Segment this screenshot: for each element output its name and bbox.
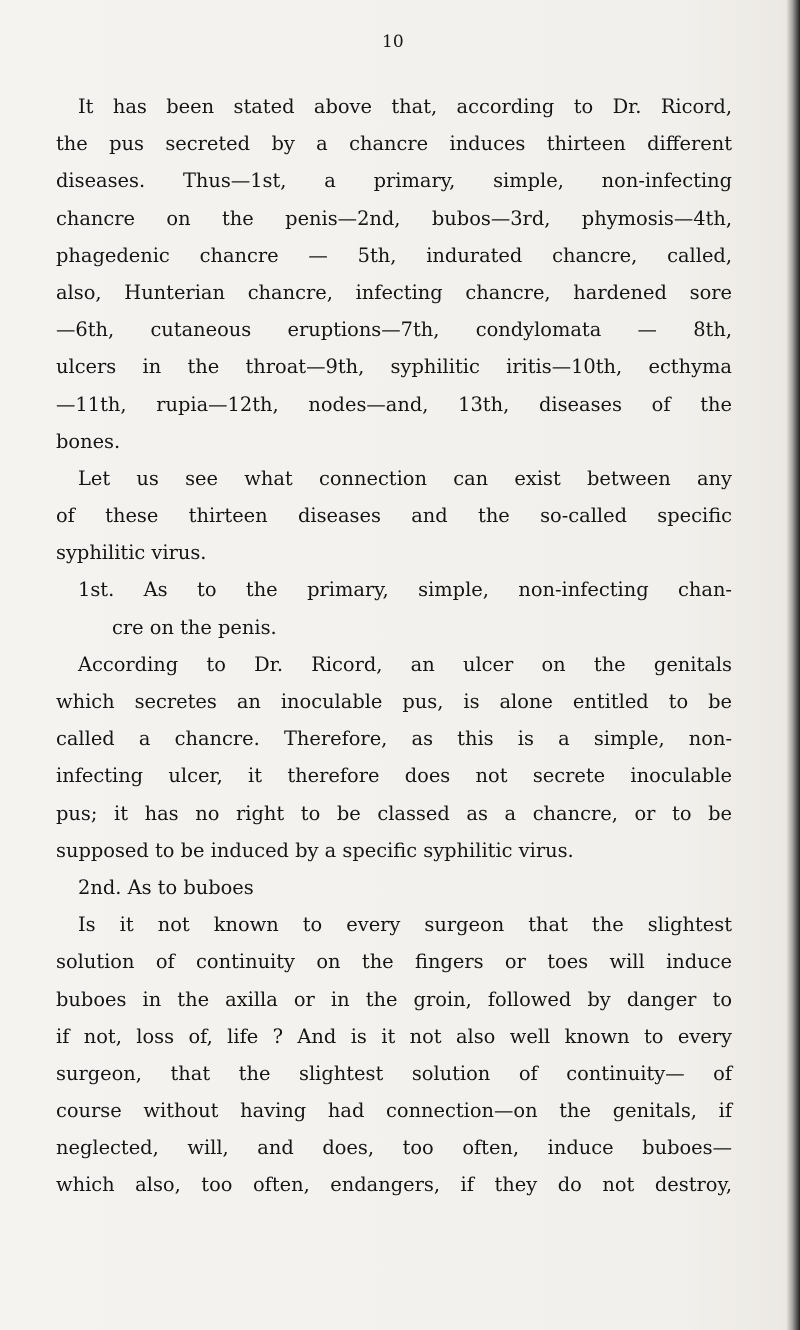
text-line: It has been stated above that, according to Dr. Ricord,	[78, 95, 732, 118]
body-text	[56, 88, 732, 1204]
list-heading: 1st. As to the primary, simple, non-infecting chan-	[78, 578, 732, 602]
text-line: also, Hunterian chancre, infecting chancre, hardened sore	[56, 280, 732, 304]
text-line: —6th, cutaneous eruptions—7th, condylomata — 8th,	[56, 318, 732, 342]
text-line: which also, too often, endangers, if they do not destroy,	[56, 1173, 732, 1197]
text-line: which secretes an inoculable pus, is alone entitled to be	[56, 690, 732, 713]
text-line: ulcers in the throat—9th, syphilitic iritis—10th, ecthyma	[56, 355, 732, 379]
text-line: buboes in the axilla or in the groin, followed by danger to	[56, 987, 732, 1011]
text-line: According to Dr. Ricord, an ulcer on the genitals	[78, 652, 732, 676]
text-line: phagedenic chancre — 5th, indurated chancre, called,	[56, 243, 732, 267]
text-line: chancre on the penis—2nd, bubos—3rd, phymosis—4th,	[56, 206, 732, 230]
text-line: syphilitic virus.	[56, 541, 207, 565]
text-line: diseases. Thus—1st, a primary, simple, non-infecting	[56, 169, 732, 193]
text-line: Is it not known to every surgeon that the slightest	[78, 913, 732, 937]
text-line: infecting ulcer, it therefore does not secrete inoculable	[56, 764, 732, 788]
page-edge-shadow	[786, 0, 800, 1330]
text-line: neglected, will, and does, too often, induce buboes—	[56, 1136, 732, 1160]
text-line: if not, loss of, life ? And is it not also well known to every	[56, 1024, 732, 1048]
text-line: —11th, rupia—12th, nodes—and, 13th, diseases of the	[56, 392, 732, 416]
page-number: 10	[382, 32, 404, 52]
text-line: Let us see what connection can exist between any	[78, 466, 732, 490]
text-line: called a chancre. Therefore, as this is a simple, non-	[56, 727, 732, 751]
text-line: bones.	[56, 429, 121, 453]
text-line: course without having had connection—on the genitals, if	[56, 1099, 732, 1123]
text-line: supposed to be induced by a specific syphilitic virus.	[56, 838, 574, 862]
list-heading-continuation: cre on the penis.	[112, 615, 277, 639]
text-line: solution of continuity on the fingers or toes will induce	[56, 950, 732, 974]
text-line: the pus secreted by a chancre induces thirteen different	[56, 132, 732, 156]
text-line: surgeon, that the slightest solution of continuity— of	[56, 1061, 732, 1085]
text-line: of these thirteen diseases and the so-called specific	[56, 504, 732, 528]
list-heading: 2nd. As to buboes	[78, 875, 254, 899]
text-line: pus; it has no right to be classed as a chancre, or to be	[56, 801, 732, 825]
